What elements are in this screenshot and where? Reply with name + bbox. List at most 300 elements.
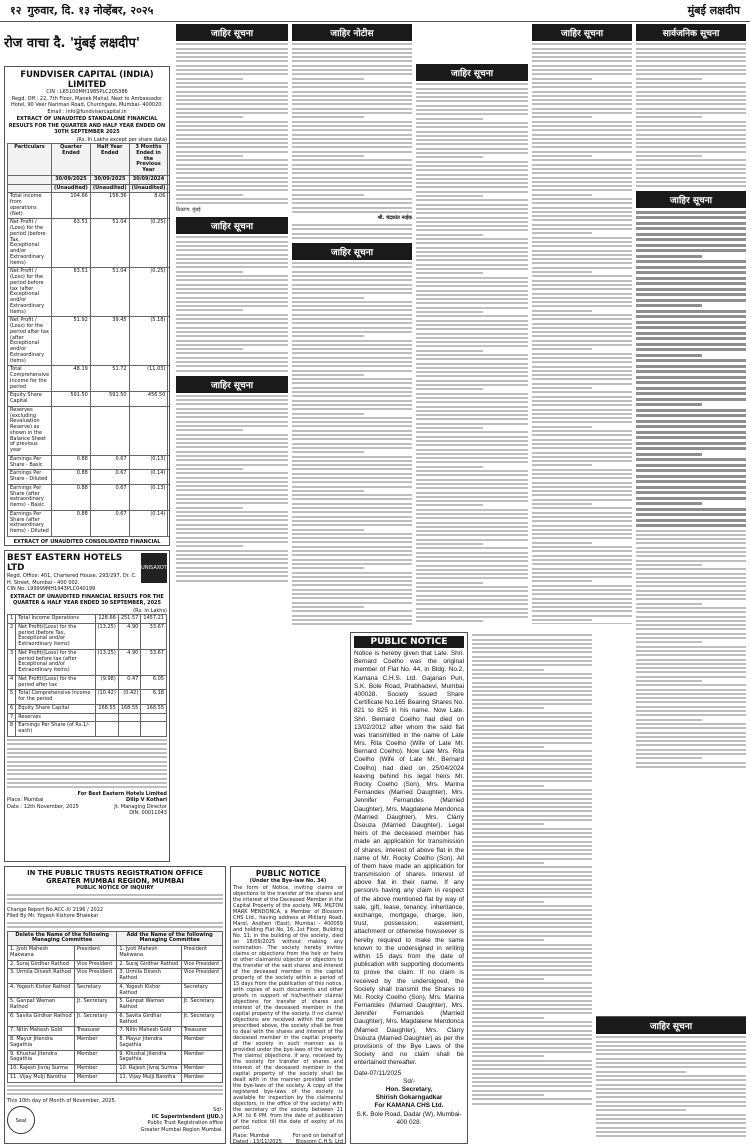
text-line — [472, 772, 592, 774]
date-cell: 30/09/2025 — [52, 175, 91, 184]
text-line — [292, 606, 364, 608]
text-line — [532, 82, 632, 84]
text-line — [636, 112, 746, 114]
text-line — [636, 222, 746, 225]
text-line — [416, 311, 483, 313]
table-cell: 7. Nitin Mahesh Gold — [117, 1027, 181, 1036]
text-line — [532, 267, 632, 269]
text-line — [636, 381, 746, 384]
text-line — [532, 572, 632, 574]
text-line — [472, 1051, 592, 1053]
text-line — [636, 620, 746, 622]
table-row — [8, 649, 167, 675]
text-line — [292, 357, 412, 359]
kamana-notice-addr: S.K. Bole Road, Dadar (W), Mumbai- 400 028. — [356, 1110, 462, 1126]
text-line — [532, 155, 592, 157]
text-line — [176, 60, 288, 62]
text-line — [292, 65, 412, 67]
text-line — [596, 1045, 746, 1047]
table-cell — [168, 406, 170, 455]
text-line — [532, 103, 632, 105]
text-line — [636, 376, 746, 379]
text-line — [416, 208, 528, 210]
text-line — [636, 701, 746, 703]
text-line — [532, 121, 632, 123]
text-line — [636, 710, 746, 712]
text-line — [472, 1103, 592, 1105]
trust-notice — [4, 866, 226, 1144]
text-line — [176, 56, 288, 58]
best-eastern-address: Regd. Office: 401, Chartered House, 293/297, Dr. C. H. Street, Mumbai - 400 002. — [7, 573, 137, 586]
text-line — [292, 584, 412, 586]
text-line — [636, 641, 702, 643]
text-line — [532, 99, 632, 101]
table-cell — [95, 722, 118, 737]
text-line — [292, 593, 412, 595]
table-cell: (0.13) — [129, 484, 168, 510]
text-line — [416, 204, 528, 206]
text-line — [472, 879, 592, 881]
text-line — [292, 237, 412, 239]
text-line — [416, 113, 528, 115]
table-cell — [168, 510, 170, 536]
text-line — [532, 335, 632, 337]
table-cell: Jt. Secretary — [74, 1012, 117, 1027]
text-line — [292, 52, 412, 54]
text-line — [532, 288, 632, 290]
text-line — [292, 348, 412, 350]
text-line — [472, 961, 592, 963]
text-line — [176, 524, 288, 526]
text-line — [292, 309, 412, 311]
text-line — [636, 519, 746, 522]
text-line — [532, 460, 632, 462]
text-line — [176, 249, 288, 251]
text-line — [472, 1030, 592, 1032]
text-line — [532, 348, 592, 350]
text-line — [532, 516, 632, 518]
best-eastern-company: BEST EASTERN HOTELS LTD — [7, 553, 123, 573]
text-line — [472, 819, 592, 821]
text-line — [176, 528, 288, 530]
kamana-notice-sign: Sd/- — [403, 1077, 415, 1085]
text-line — [292, 395, 412, 397]
blossom-notice-for: For and on behalf of Blossom C.H.S. Ltd — [292, 1132, 343, 1144]
text-line — [292, 486, 412, 488]
text-line — [636, 560, 746, 562]
text-line — [416, 100, 528, 102]
text-line — [532, 357, 632, 359]
text-line — [636, 611, 746, 613]
text-line — [532, 108, 632, 110]
text-line — [472, 1017, 544, 1019]
text-line — [636, 573, 746, 575]
text-line — [416, 255, 528, 257]
text-line — [532, 151, 632, 153]
banner-slogan: रोज वाचा दै. 'मुंबई लक्षदीप' — [4, 36, 140, 51]
table-cell: 0.67 — [90, 470, 129, 485]
text-line — [532, 168, 632, 170]
text-line — [636, 108, 746, 110]
best-eastern-for: For Best Eastern Hotels Limited — [77, 790, 167, 797]
best-eastern-signatory: Dilip V Kothari — [126, 797, 167, 804]
text-line — [176, 168, 288, 170]
text-line — [472, 1064, 592, 1066]
text-line — [292, 233, 412, 235]
text-line — [416, 444, 528, 446]
text-line — [416, 427, 483, 429]
text-line — [176, 455, 288, 457]
text-line — [636, 736, 746, 738]
text-line — [636, 326, 746, 329]
text-line — [532, 555, 632, 557]
text-line — [416, 560, 528, 562]
text-line — [416, 143, 528, 145]
col3-top-title: जाहिर नोटीस — [292, 24, 412, 41]
text-line — [472, 682, 592, 684]
text-line — [532, 529, 632, 531]
table-cell — [141, 713, 167, 722]
text-line — [292, 559, 412, 561]
table-cell: President — [181, 946, 222, 961]
text-line — [416, 526, 528, 528]
best-eastern-cin: CIN No: L99999MH1943PLC040199 — [7, 586, 96, 592]
text-line — [532, 116, 592, 118]
text-line — [176, 494, 288, 496]
table-cell: Net Profit/(Loss) for the period after tax — [16, 675, 95, 690]
table-cell: 168.55 — [118, 704, 141, 713]
text-line — [636, 534, 746, 536]
text-line — [176, 558, 288, 560]
text-line — [176, 91, 288, 93]
text-line — [416, 199, 528, 201]
text-line — [416, 500, 528, 502]
col2-bottom-title: जाहिर सूचना — [176, 376, 288, 393]
text-line — [292, 576, 412, 578]
text-line — [292, 202, 412, 204]
text-line — [532, 125, 632, 127]
text-line — [636, 304, 702, 307]
text-line — [176, 78, 243, 80]
text-line — [176, 502, 288, 504]
text-line — [636, 121, 746, 123]
text-line — [472, 1008, 592, 1010]
text-line — [532, 593, 632, 595]
text-line — [532, 202, 632, 204]
issue-date: गुरुवार, दि. १३ नोव्हेंबर, २०२५ — [27, 4, 154, 17]
text-line — [636, 370, 746, 373]
text-line — [176, 429, 243, 431]
table-cell: 8. Mayur Jitendra Sagathia — [117, 1036, 181, 1051]
text-line — [636, 453, 702, 456]
text-line — [472, 660, 592, 662]
text-line — [416, 294, 528, 296]
text-line — [532, 361, 632, 363]
text-line — [176, 571, 288, 573]
text-line — [532, 69, 632, 71]
text-line — [292, 181, 412, 183]
text-line — [596, 1096, 746, 1098]
table-cell: 4.90 — [118, 649, 141, 675]
text-line — [416, 573, 528, 575]
text-line — [292, 361, 412, 363]
text-line — [292, 430, 412, 432]
text-line — [636, 321, 746, 324]
text-line — [292, 438, 412, 440]
table-row — [8, 1073, 223, 1082]
table-cell — [90, 406, 129, 455]
text-line — [636, 365, 746, 368]
text-line — [472, 948, 592, 950]
text-line — [176, 177, 288, 179]
text-line — [176, 185, 288, 187]
table-cell: 3. Urmila Dinesh Rathod — [8, 969, 75, 984]
text-line — [532, 65, 632, 67]
text-line — [292, 155, 364, 157]
text-line — [292, 602, 412, 604]
text-line — [292, 365, 412, 367]
status-cell: (Unaudited) — [52, 184, 91, 193]
text-line — [292, 99, 412, 101]
text-line — [636, 740, 746, 742]
text-line — [636, 233, 746, 236]
text-line — [532, 241, 632, 243]
table-cell: 5 — [8, 690, 16, 705]
text-line — [292, 43, 412, 45]
text-line — [416, 345, 528, 347]
text-line — [532, 129, 632, 131]
text-line — [636, 249, 746, 252]
table-cell: (13.25) — [95, 649, 118, 675]
table-cell — [168, 219, 170, 268]
table-cell: 1. Jyoti Mahesh Makwana — [117, 946, 181, 961]
text-line — [636, 138, 746, 140]
table-cell: (0.42) — [118, 690, 141, 705]
table-cell — [141, 722, 167, 737]
text-line — [292, 546, 412, 548]
text-line — [292, 292, 412, 294]
text-line — [292, 189, 412, 191]
text-line — [636, 315, 746, 318]
table-row — [8, 946, 223, 961]
text-line — [472, 888, 592, 890]
text-line — [532, 589, 632, 591]
text-line — [176, 279, 288, 281]
text-line — [176, 146, 288, 148]
text-line — [416, 440, 528, 442]
text-line — [292, 314, 412, 316]
text-line — [416, 375, 528, 377]
text-line — [636, 310, 746, 313]
text-line — [292, 494, 412, 496]
text-line — [472, 780, 592, 782]
text-line — [176, 567, 288, 569]
text-line — [472, 1094, 544, 1096]
table-cell — [129, 406, 168, 455]
text-line — [532, 237, 632, 239]
table-cell: Earnings Per Share - Diluted — [8, 470, 52, 485]
text-line — [636, 637, 746, 639]
text-line — [532, 464, 592, 466]
text-line — [532, 378, 632, 380]
text-line — [532, 568, 632, 570]
text-line — [532, 52, 632, 54]
text-line — [292, 524, 412, 526]
text-line — [636, 585, 746, 587]
paper-name: मुंबई लक्षदीप — [687, 4, 740, 17]
text-line — [416, 612, 528, 614]
text-line — [176, 129, 288, 131]
text-line — [636, 594, 746, 596]
text-line — [532, 366, 632, 368]
text-line — [472, 978, 544, 980]
text-line — [472, 785, 544, 787]
text-line — [176, 472, 288, 474]
table-cell: Earnings Per Share (after extraordinary items) - Diluted — [8, 510, 52, 536]
text-line — [292, 421, 412, 423]
text-line — [176, 554, 288, 556]
text-line — [416, 496, 528, 498]
text-line — [416, 474, 528, 476]
text-line — [292, 288, 412, 290]
table-cell: 6.18 — [141, 690, 167, 705]
table-cell — [168, 366, 170, 392]
table-cell: 3 — [8, 649, 16, 675]
text-line — [472, 1047, 592, 1049]
text-line — [532, 494, 632, 496]
text-line — [176, 344, 288, 346]
text-line — [472, 720, 592, 722]
text-line — [176, 73, 288, 75]
text-line — [416, 302, 528, 304]
table-cell: Treasurer — [181, 1027, 222, 1036]
table-cell: Jt. Secretary — [74, 998, 117, 1013]
table-row — [8, 470, 171, 485]
text-line — [472, 746, 544, 748]
text-line — [636, 409, 746, 412]
text-line — [636, 508, 746, 511]
table-cell: 51.72 — [90, 366, 129, 392]
text-line — [176, 434, 288, 436]
text-line — [472, 1098, 592, 1100]
text-line — [636, 293, 746, 296]
text-line — [292, 48, 412, 50]
text-line — [636, 177, 746, 179]
text-line — [292, 520, 412, 522]
text-line — [472, 802, 592, 804]
trust-filed-by: Filed By Mr. Yogesh Kishore Bhalekar — [7, 913, 99, 920]
text-line — [532, 576, 632, 578]
text-line — [636, 757, 702, 759]
text-line — [532, 353, 632, 355]
text-line — [532, 73, 632, 75]
bottom-notice-title: जाहिर सूचना — [596, 1017, 746, 1034]
text-line — [292, 95, 412, 97]
text-line — [416, 582, 483, 584]
text-line — [416, 315, 528, 317]
table-cell — [168, 392, 170, 407]
text-line — [292, 159, 412, 161]
text-line — [472, 1000, 592, 1002]
text-line — [636, 714, 746, 716]
trust-subhead: PUBLIC NOTICE OF INQUIRY — [76, 885, 154, 891]
text-line — [416, 556, 528, 558]
table-cell: 8.06 — [129, 193, 168, 219]
text-line — [292, 344, 412, 346]
table-row — [8, 392, 171, 407]
text-line — [636, 762, 746, 764]
text-line — [176, 507, 243, 509]
text-line — [636, 95, 746, 97]
table-cell: 1457.21 — [141, 615, 167, 624]
text-line — [176, 86, 288, 88]
text-line — [416, 221, 528, 223]
text-line — [636, 134, 746, 136]
table-cell: Member — [74, 1050, 117, 1065]
text-line — [596, 1079, 746, 1081]
text-line — [416, 457, 528, 459]
table-row — [8, 484, 171, 510]
text-line — [416, 234, 483, 236]
text-line — [636, 693, 746, 695]
text-line — [636, 398, 746, 401]
text-line — [636, 727, 746, 729]
text-line — [532, 430, 632, 432]
text-line — [416, 298, 528, 300]
text-line — [176, 327, 288, 329]
table-cell: 3. Urmila Dinesh Rathod — [117, 969, 181, 984]
text-line — [292, 408, 412, 410]
table-cell: Secretary — [74, 983, 117, 998]
text-line — [176, 322, 288, 324]
text-line — [176, 545, 243, 547]
text-line — [596, 1131, 746, 1133]
bottom-notice — [596, 1016, 746, 1144]
text-line — [636, 116, 702, 118]
text-line — [532, 228, 632, 230]
table-cell: 0.88 — [52, 455, 91, 470]
table-cell: 33.67 — [141, 623, 167, 649]
text-line — [292, 550, 412, 552]
text-line — [176, 236, 288, 238]
kamana-notice-title: PUBLIC NOTICE — [354, 636, 464, 648]
table-cell: 156.36 — [90, 193, 129, 219]
text-line — [176, 108, 288, 110]
text-line — [472, 969, 592, 971]
text-line — [292, 417, 412, 419]
text-line — [636, 732, 746, 734]
table-cell: 51.04 — [90, 268, 129, 317]
text-line — [636, 684, 746, 686]
text-line — [472, 712, 592, 714]
text-line — [532, 138, 632, 140]
text-line — [636, 211, 746, 214]
text-line — [532, 426, 592, 428]
table-cell: 7. Nitin Mahesh Gold — [8, 1027, 75, 1036]
table-cell — [52, 406, 91, 455]
text-line — [636, 766, 746, 768]
text-line — [416, 290, 528, 292]
text-line — [472, 987, 592, 989]
col-year — [168, 144, 170, 176]
text-line — [472, 918, 592, 920]
col6-mid-title: जाहिर सूचना — [636, 191, 746, 208]
text-line — [416, 371, 528, 373]
text-line — [636, 155, 702, 157]
table-cell: Total Income Operations — [16, 615, 95, 624]
table-cell: 2. Suraj Girdhar Rathod — [117, 960, 181, 969]
text-line — [416, 277, 528, 279]
